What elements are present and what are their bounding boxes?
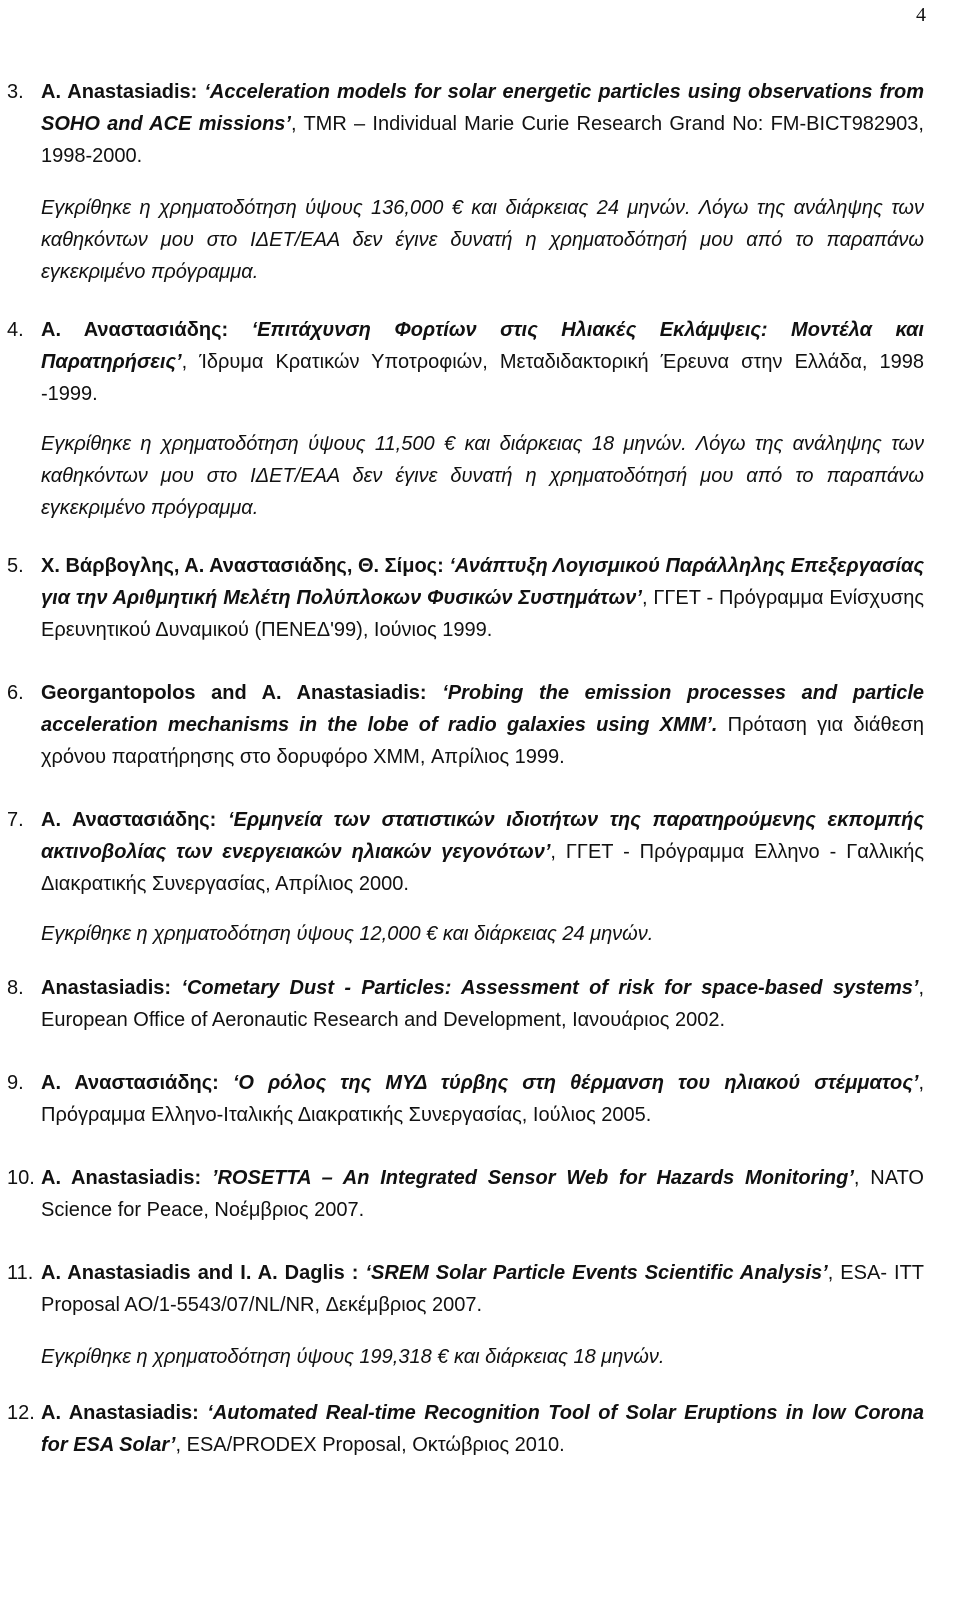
entry-authors: Α. Αναστασιάδης:: [41, 809, 217, 831]
entry-title: ‘Probing the emission processes and particle acceleration mechanisms in the lobe of radio galaxies using XMM’.: [41, 682, 925, 736]
entry-details: , ΓΓΕΤ - Πρόγραμμα Ελληνο - Γαλλικής Διακρατικής Συνεργασίας, Απρίλιος 2000.: [41, 841, 924, 895]
entry-text: [41, 550, 924, 646]
grant-entry: [0, 314, 960, 524]
entry-number: 12.: [7, 1402, 35, 1424]
entry-number: 5.: [7, 555, 24, 577]
entry-text: [41, 314, 924, 410]
entry-authors: A. Anastasiadis:: [41, 81, 198, 103]
grant-entry: [0, 550, 960, 646]
entry-details: , ΓΓΕΤ - Πρόγραμμα Ενίσχυσης Ερευνητικού Δυναμικού (ΠΕΝΕΔ'99), Ιούνιος 1999.: [41, 587, 924, 641]
entry-number: 10.: [7, 1167, 35, 1189]
entry-title: ‘SREM Solar Particle Events Scientific Analysis’: [365, 1262, 828, 1284]
entry-authors: A. Anastasiadis:: [41, 1167, 202, 1189]
entry-number: 6.: [7, 682, 24, 704]
entry-text: [41, 1067, 924, 1131]
entry-title: ’ROSETTA – An Integrated Sensor Web for Hazards Monitoring’: [211, 1167, 854, 1189]
entry-note: Εγκρίθηκε η χρηματοδότηση ύψους 136,000 € και διάρκειας 24 μηνών. Λόγω της ανάληψης των καθηκόντων μου στο ΙΔΕΤ/ΕΑΑ δεν έγινε δυνατή η χρηματοδότησή μου από το παραπάνω εγκεκριμένο πρόγραμμα.: [41, 197, 924, 283]
entry-authors: Α. Αναστασιάδης:: [41, 319, 229, 341]
grant-entry: [0, 1257, 960, 1373]
grant-list: [0, 76, 960, 1461]
entry-details: , European Office of Aeronautic Research and Development, Ιανουάριος 2002.: [41, 977, 924, 1031]
grant-entry: [0, 972, 960, 1036]
entry-text: [41, 677, 924, 773]
entry-authors: Α. Αναστασιάδης:: [41, 1072, 219, 1094]
entry-details: , NATO Science for Peace, Νοέμβριος 2007.: [41, 1167, 924, 1221]
entry-authors: Georgantopolos and A. Anastasiadis:: [41, 682, 427, 704]
entry-title: ‘Ανάπτυξη Λογισμικού Παράλληλης Επεξεργασίας για την Αριθμητική Μελέτη Πολύπλοκων Φυσικών Συστημάτων’: [41, 555, 924, 609]
entry-title: ‘Επιτάχυνση Φορτίων στις Ηλιακές Εκλάμψεις: Μοντέλα και Παρατηρήσεις’: [41, 319, 924, 373]
entry-note: Εγκρίθηκε η χρηματοδότηση ύψους 199,318 € και διάρκειας 18 μηνών.: [41, 1346, 665, 1368]
entry-authors: A. Anastasiadis:: [41, 1402, 199, 1424]
entry-text: [41, 972, 924, 1036]
entry-number: 11.: [7, 1262, 34, 1284]
entry-number: 3.: [7, 81, 24, 103]
entry-text: [41, 804, 924, 900]
entry-title: ‘Ερμηνεία των στατιστικών ιδιοτήτων της παρατηρούμενης εκπομπής ακτινοβολίας των ενεργειακών ηλιακών γεγονότων’: [41, 809, 925, 863]
entry-note: Εγκρίθηκε η χρηματοδότηση ύψους 12,000 € και διάρκειας 24 μηνών.: [41, 923, 654, 945]
grant-entry: [0, 1162, 960, 1226]
entry-number: 7.: [7, 809, 24, 831]
entry-text: [41, 76, 924, 172]
page-number: 4: [916, 4, 926, 26]
entry-text: [41, 1397, 924, 1461]
grant-entry: [0, 1397, 960, 1461]
grant-entry: [0, 677, 960, 773]
entry-title: ‘Cometary Dust - Particles: Assessment of risk for space-based systems’: [181, 977, 919, 999]
grant-entry: [0, 76, 960, 288]
entry-number: 9.: [7, 1072, 24, 1094]
entry-number: 8.: [7, 977, 24, 999]
entry-details: , TMR – Individual Marie Curie Research Grand No: FM-BICT982903, 1998-2000.: [41, 113, 924, 167]
grant-entry: [0, 1067, 960, 1131]
entry-authors: Anastasiadis:: [41, 977, 172, 999]
entry-details: Πρόταση για διάθεση χρόνου παρατήρησης στο δορυφόρο XMM, Απρίλιος 1999.: [41, 714, 924, 768]
entry-details: , Ίδρυμα Κρατικών Υποτροφιών, Μεταδιδακτορική Έρευνα στην Ελλάδα, 1998 -1999.: [41, 351, 924, 405]
entry-text: [41, 1257, 924, 1321]
entry-title: ‘Acceleration models for solar energetic particles using observations from SOHO and ACE missions’: [41, 81, 924, 135]
entry-details: , Πρόγραμμα Ελληνο-Ιταλικής Διακρατικής Συνεργασίας, Ιούλιος 2005.: [41, 1072, 925, 1126]
grant-entry: [0, 804, 960, 950]
entry-number: 4.: [7, 319, 24, 341]
entry-authors: A. Anastasiadis and I. A. Daglis :: [41, 1262, 359, 1284]
entry-text: [41, 1162, 924, 1226]
entry-title: ‘Automated Real-time Recognition Tool of Solar Eruptions in low Corona for ESA Solar’: [41, 1402, 924, 1456]
entry-note: Εγκρίθηκε η χρηματοδότηση ύψους 11,500 € και διάρκειας 18 μηνών. Λόγω της ανάληψης των καθηκόντων μου στο ΙΔΕΤ/ΕΑΑ δεν έγινε δυνατή η χρηματοδότησή μου από το παραπάνω εγκεκριμένο πρόγραμμα.: [41, 433, 924, 519]
entry-details: , ESA/PRODEX Proposal, Οκτώβριος 2010.: [175, 1434, 565, 1456]
entry-title: ‘Ο ρόλος της ΜΥΔ τύρβης στη θέρμανση του ηλιακού στέμματος’: [232, 1072, 919, 1094]
entry-authors: Χ. Βάρβογλης, Α. Αναστασιάδης, Θ. Σίμος:: [41, 555, 444, 577]
entry-details: , ESA- ITT Proposal AO/1-5543/07/NL/NR, Δεκέμβριος 2007.: [41, 1262, 925, 1316]
